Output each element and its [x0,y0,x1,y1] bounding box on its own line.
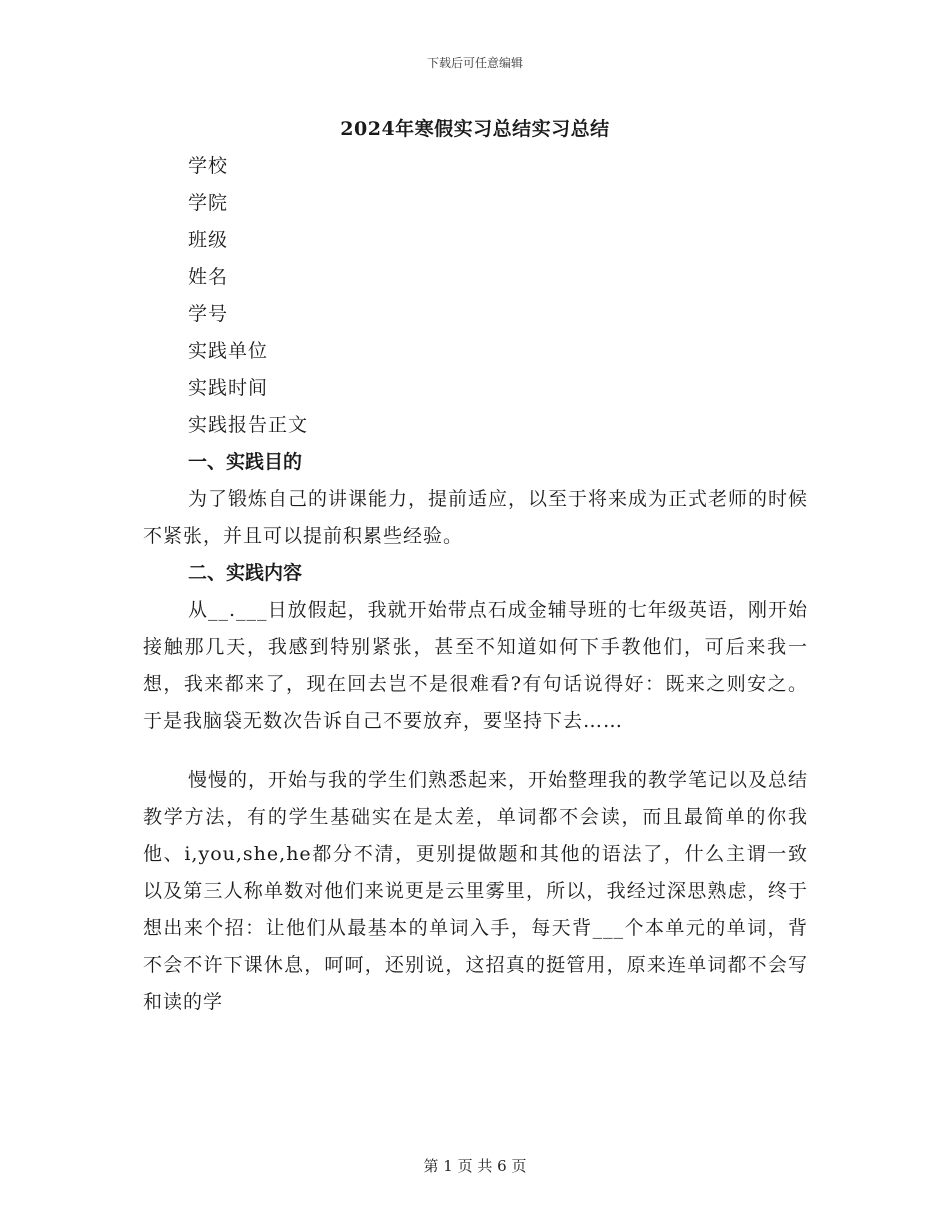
document-body [143,444,808,1021]
meta-field-practice-time: 实践时间 [188,377,269,399]
meta-field-name: 姓名 [188,266,229,288]
meta-field-list [188,148,308,444]
section-heading-purpose: 一、实践目的 [188,451,303,473]
paragraph-purpose: 为了锻炼自己的讲课能力，提前适应，以至于将来成为正式老师的时候不紧张，并且可以提前积累些经验。 [143,488,809,547]
document-title: 2024年寒假实习总结实习总结 [340,118,610,140]
meta-field-student-id: 学号 [188,303,229,325]
page-number-footer: 第 1 页 共 6 页 [423,1157,527,1175]
meta-field-class: 班级 [188,229,229,251]
paragraph-content-1: 从__.___日放假起，我就开始带点石成金辅导班的七年级英语，刚开始接触那几天，我感到特别紧张，甚至不知道如何下手教他们，可后来我一想，我来都来了，现在回去岂不是很难看?有句话说得好：既来之则安之。于是我脑袋无数次告诉自己不要放弃，要坚持下去…… [143,599,808,732]
section-heading-content: 二、实践内容 [188,562,303,584]
meta-field-college: 学院 [188,192,229,214]
meta-field-school: 学校 [188,155,229,177]
meta-field-report-body: 实践报告正文 [188,414,309,436]
meta-field-practice-unit: 实践单位 [188,340,269,362]
paragraph-content-2: 慢慢的，开始与我的学生们熟悉起来，开始整理我的教学笔记以及总结教学方法，有的学生基础实在是太差，单词都不会读，而且最简单的你我他、i,you,she,he都分不清，更别提做题和其他的语法了，什么主谓一致以及第三人称单数对他们来说更是云里雾里，所以，我经过深思熟虑，终于想出来个招：让他们从最基本的单词入手，每天背___个本单元的单词，背不会不许下课休息，呵呵，还别说，这招真的挺管用，原来连单词都不会写和读的学 [143,769,809,1013]
header-note: 下载后可任意编辑 [426,56,523,70]
